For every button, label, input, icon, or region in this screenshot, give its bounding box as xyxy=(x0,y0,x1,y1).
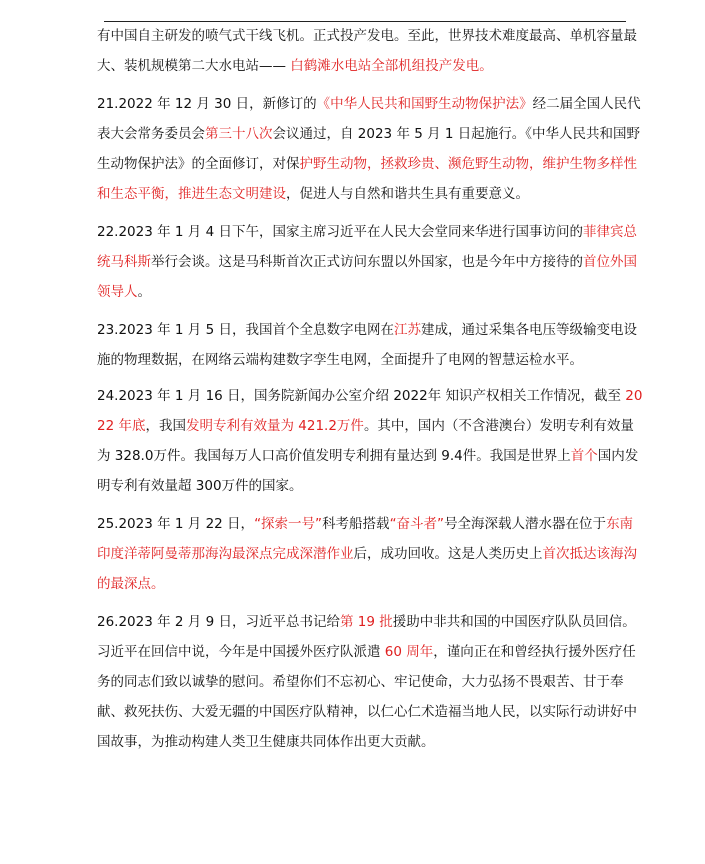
body-text: 23.2023 年 1 月 5 日，我国首个全息数字电网在 xyxy=(97,322,394,338)
body-text: 经二届全国人民代表大会常务委员会 xyxy=(97,96,641,142)
document-body xyxy=(97,21,645,765)
body-text: 21.2022 年 12 月 30 日，新修订的 xyxy=(97,96,317,112)
highlighted-text: 江苏 xyxy=(393,322,421,338)
highlighted-text: 60 周年 xyxy=(384,644,434,660)
highlighted-text: 东南印度洋蒂阿曼蒂那海沟最深点完成深潜作业 xyxy=(97,516,634,562)
body-text: 号全海深载人潜水器在位于 xyxy=(444,516,607,532)
highlighted-text: 白鹤滩水电站全部机组投产发电。 xyxy=(290,58,493,74)
body-text: 。 xyxy=(137,284,151,300)
highlighted-text: 发明专利有效量为 421.2万件 xyxy=(185,418,364,434)
highlighted-text: “奋斗者” xyxy=(389,516,445,532)
body-text: 24.2023 年 1 月 16 日，国务院新闻办公室介绍 2022年 知识产权相关工作情况，截至 xyxy=(97,388,626,404)
highlighted-text: 2022 年底 xyxy=(97,388,643,434)
body-text: 科考船搭载 xyxy=(322,516,390,532)
body-text: ，我国 xyxy=(145,418,186,434)
para-20-continued xyxy=(97,21,645,81)
body-text: 举行会谈。这是马科斯首次正式访问东盟以外国家，也是今年中方接待的 xyxy=(151,254,583,270)
body-text: 国内发明专利有效量超 300万件的国家。 xyxy=(97,448,639,494)
body-text: 25.2023 年 1 月 22 日， xyxy=(97,516,255,532)
highlighted-text: 护野生动物，拯救珍贵、濒危野生动物，维护生物多样性和生态平衡，推进生态文明建设 xyxy=(97,156,637,202)
highlighted-text: 首次抵达该海沟的最深点。 xyxy=(97,546,637,592)
highlighted-text: 菲律宾总统马科斯 xyxy=(97,224,637,270)
highlighted-text: 第三十八次 xyxy=(205,126,273,142)
para-21 xyxy=(97,89,645,209)
body-text: ，促进人与自然和谐共生具有重要意义。 xyxy=(286,186,529,202)
body-text: 22.2023 年 1 月 4 日下午，国家主席习近平在人民大会堂同来华进行国事访问的 xyxy=(97,224,583,240)
para-25 xyxy=(97,509,645,599)
highlighted-text: “探索一号” xyxy=(254,516,323,532)
highlighted-text: 《中华人民共和国野生动物保护法》 xyxy=(316,96,533,112)
highlighted-text: 首个 xyxy=(570,448,598,464)
para-24 xyxy=(97,381,645,501)
body-text: 26.2023 年 2 月 9 日，习近平总书记给 xyxy=(97,614,340,630)
para-23 xyxy=(97,315,645,375)
body-text: ，谨向正在和曾经执行援外医疗任务的同志们致以诚挚的慰问。希望你们不忘初心、牢记使命，大力弘扬不畏艰苦、甘于奉献、救死扶伤、大爱无疆的中国医疗队精神，以仁心仁术造福当地人民，以实际行动讲好中国故事，为推动构建人类卫生健康共同体作出更大贡献。 xyxy=(97,644,637,750)
para-26 xyxy=(97,607,645,757)
body-text: 有中国自主研发的喷气式干线飞机。正式投产发电。至此，世界技术难度最高、单机容量最大、装机规模第二大水电站—— xyxy=(97,28,637,74)
para-22 xyxy=(97,217,645,307)
body-text: 建成，通过采集各电压等级输变电设施的物理数据，在网络云端构建数字孪生电网，全面提升了电网的智慧运检水平。 xyxy=(97,322,637,368)
body-text: 援助中非共和国的中国医疗队队员回信。习近平在回信中说，今年是中国援外医疗队派遣 xyxy=(97,614,636,660)
body-text: 。其中，国内（不含港澳台）发明专利有效量为 328.0万件。我国每万人口高价值发明专利拥有量达到 9.4件。我国是世界上 xyxy=(97,418,634,464)
highlighted-text: 第 19 批 xyxy=(339,614,393,630)
body-text: 会议通过，自 2023 年 5 月 1 日起施行。《中华人民共和国野生动物保护法》的全面修订，对保 xyxy=(97,126,641,172)
highlighted-text: 首位外国领导人 xyxy=(97,254,637,300)
body-text: 后，成功回收。这是人类历史上 xyxy=(353,546,543,562)
